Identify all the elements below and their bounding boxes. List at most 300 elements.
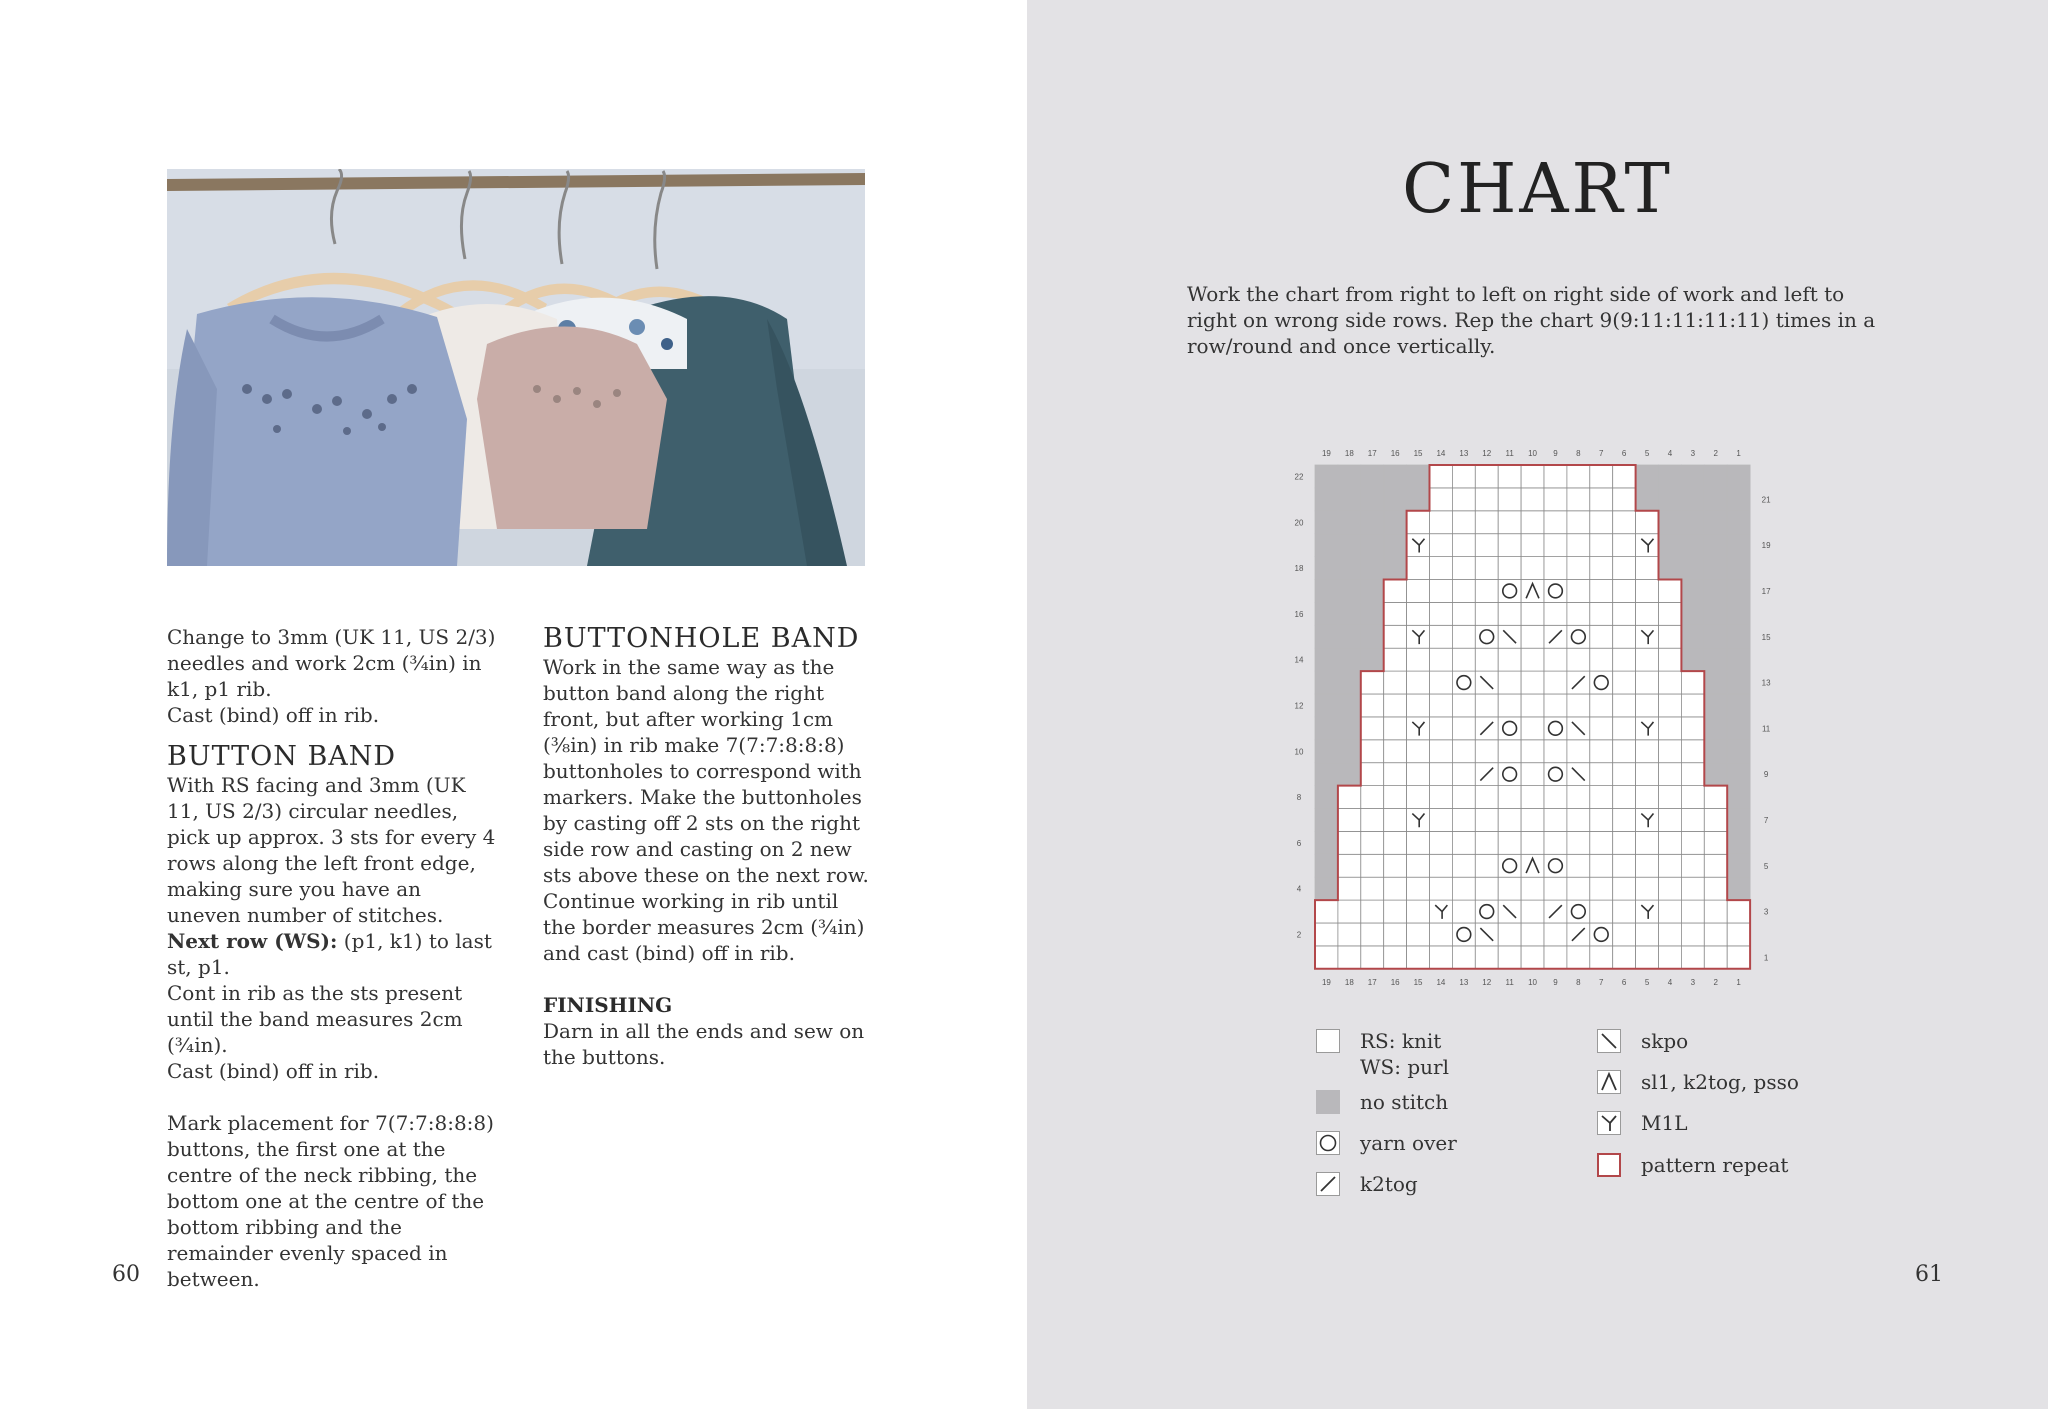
chart-cell xyxy=(1452,511,1475,534)
chart-cell xyxy=(1704,831,1727,854)
no-stitch-cell xyxy=(1407,488,1430,511)
chart-cell xyxy=(1452,465,1475,488)
chart-cell xyxy=(1452,534,1475,557)
chart-cell xyxy=(1475,831,1498,854)
chart-cell xyxy=(1659,625,1682,648)
chart-cell xyxy=(1613,809,1636,832)
chart-cell xyxy=(1338,854,1361,877)
chart-cell xyxy=(1452,900,1475,923)
no-stitch-cell xyxy=(1659,511,1682,534)
no-stitch-cell xyxy=(1659,465,1682,488)
chart-cell xyxy=(1681,694,1704,717)
chart-cell xyxy=(1704,786,1727,809)
row-label-right: 7 xyxy=(1763,815,1769,825)
column-label-top: 18 xyxy=(1344,449,1354,458)
no-stitch-cell xyxy=(1338,534,1361,557)
no-stitch-cell xyxy=(1361,534,1384,557)
chart-cell xyxy=(1521,694,1544,717)
chart-cell xyxy=(1361,717,1384,740)
next-row-instruction xyxy=(167,928,497,980)
column-label-top: 8 xyxy=(1576,449,1581,458)
chart-cell xyxy=(1704,900,1727,923)
column-label-bottom: 10 xyxy=(1528,977,1538,987)
no-stitch-cell xyxy=(1704,717,1727,740)
chart-cell xyxy=(1613,648,1636,671)
column-label-bottom: 2 xyxy=(1713,977,1718,987)
no-stitch-cell xyxy=(1361,648,1384,671)
column-label-top: 15 xyxy=(1413,449,1423,458)
chart-cell xyxy=(1498,580,1521,603)
chart-cell xyxy=(1475,854,1498,877)
chart-intro-text: Work the chart from right to left on right side of work and left to right on wrong side rows. Rep the chart 9(9:11:11:11:11) times in a row/round and once vertically. xyxy=(1187,282,1876,358)
chart-cell xyxy=(1338,809,1361,832)
chart-legend xyxy=(1316,1028,1876,1208)
chart-cell xyxy=(1613,877,1636,900)
chart-cell xyxy=(1521,831,1544,854)
chart-cell xyxy=(1567,900,1590,923)
chart-cell xyxy=(1475,625,1498,648)
chart-cell xyxy=(1407,831,1430,854)
row-label-left: 6 xyxy=(1296,838,1302,848)
chart-cell xyxy=(1452,740,1475,763)
legend-k2tog xyxy=(1316,1171,1418,1197)
chart-cell xyxy=(1384,786,1407,809)
no-stitch-cell xyxy=(1338,763,1361,786)
no-stitch-cell xyxy=(1315,625,1338,648)
chart-cell xyxy=(1475,786,1498,809)
no-stitch-cell xyxy=(1361,602,1384,625)
chart-cell xyxy=(1659,602,1682,625)
column-label-top: 16 xyxy=(1390,449,1400,458)
no-stitch-cell xyxy=(1315,511,1338,534)
chart-cell xyxy=(1407,763,1430,786)
page-number-left: 60 xyxy=(112,1262,140,1287)
chart-cell xyxy=(1498,694,1521,717)
chart-cell xyxy=(1498,465,1521,488)
chart-cell xyxy=(1475,488,1498,511)
chart-cell xyxy=(1407,854,1430,877)
chart-cell xyxy=(1636,923,1659,946)
chart-cell xyxy=(1430,694,1453,717)
chart-cell xyxy=(1498,740,1521,763)
no-stitch-cell xyxy=(1315,763,1338,786)
next-row-label: Next row (WS): xyxy=(167,929,338,953)
chart-cell xyxy=(1452,580,1475,603)
legend-pattern-repeat xyxy=(1597,1152,1788,1178)
chart-cell xyxy=(1613,786,1636,809)
chart-cell xyxy=(1361,786,1384,809)
row-label-left: 14 xyxy=(1294,655,1304,665)
chart-cell xyxy=(1498,717,1521,740)
row-label-left: 4 xyxy=(1296,884,1302,894)
chart-cell xyxy=(1590,854,1613,877)
chart-cell xyxy=(1430,465,1453,488)
chart-cell xyxy=(1498,831,1521,854)
chart-cell xyxy=(1452,694,1475,717)
chart-cell xyxy=(1384,854,1407,877)
no-stitch-cell xyxy=(1315,488,1338,511)
no-stitch-cell xyxy=(1315,602,1338,625)
chart-cell xyxy=(1567,854,1590,877)
chart-cell xyxy=(1521,717,1544,740)
chart-cell xyxy=(1567,831,1590,854)
chart-cell xyxy=(1338,877,1361,900)
no-stitch-cell xyxy=(1704,648,1727,671)
chart-cell xyxy=(1590,488,1613,511)
no-stitch-cell xyxy=(1704,488,1727,511)
chart-cell xyxy=(1590,923,1613,946)
skpo-symbol-icon xyxy=(1597,1029,1621,1053)
chart-cell xyxy=(1430,763,1453,786)
chart-cell xyxy=(1704,946,1727,969)
no-stitch-cell xyxy=(1727,763,1750,786)
next-row-text: (p1, k1) to last st, p1. xyxy=(167,929,492,979)
chart-cell xyxy=(1430,923,1453,946)
no-stitch-cell xyxy=(1681,557,1704,580)
row-label-left: 22 xyxy=(1294,472,1304,482)
chart-cell xyxy=(1384,809,1407,832)
row-label-left: 2 xyxy=(1296,930,1302,940)
rib-instructions: Change to 3mm (UK 11, US 2/3) needles and work 2cm (¾in) in k1, p1 rib. xyxy=(167,625,496,701)
chart-cell xyxy=(1361,900,1384,923)
finishing-heading: FINISHING xyxy=(543,993,673,1017)
chart-cell xyxy=(1636,854,1659,877)
chart-cell xyxy=(1590,946,1613,969)
chart-cell xyxy=(1361,671,1384,694)
button-placement-instructions: Mark placement for 7(7:7:8:8:8) buttons, the first one at the centre of the neck ribbing, the bottom one at the centre of the bottom ribbing and the remainder evenly spaced in between. xyxy=(167,1111,494,1291)
chart-cell xyxy=(1384,717,1407,740)
chart-cell xyxy=(1567,602,1590,625)
column-label-bottom: 17 xyxy=(1367,977,1377,987)
no-stitch-cell xyxy=(1338,717,1361,740)
chart-cell xyxy=(1613,580,1636,603)
no-stitch-cell xyxy=(1727,740,1750,763)
chart-cell xyxy=(1590,534,1613,557)
chart-cell xyxy=(1498,786,1521,809)
chart-cell xyxy=(1407,946,1430,969)
no-stitch-cell xyxy=(1704,625,1727,648)
row-label-left: 8 xyxy=(1296,793,1302,803)
legend-no-stitch-label: no stitch xyxy=(1360,1090,1449,1114)
no-stitch-cell xyxy=(1704,465,1727,488)
sk2p-symbol-icon xyxy=(1597,1070,1621,1094)
chart-cell xyxy=(1636,580,1659,603)
no-stitch-cell xyxy=(1315,534,1338,557)
chart-cell xyxy=(1475,900,1498,923)
chart-cell xyxy=(1544,465,1567,488)
no-stitch-cell xyxy=(1727,534,1750,557)
chart-cell xyxy=(1636,648,1659,671)
chart-cell xyxy=(1452,786,1475,809)
chart-cell xyxy=(1544,809,1567,832)
no-stitch-cell xyxy=(1315,740,1338,763)
column-label-bottom: 4 xyxy=(1667,977,1673,987)
no-stitch-cell xyxy=(1727,465,1750,488)
chart-cell xyxy=(1452,877,1475,900)
chart-cell xyxy=(1452,854,1475,877)
chart-cell xyxy=(1498,854,1521,877)
chart-cell xyxy=(1590,694,1613,717)
chart-cell xyxy=(1681,786,1704,809)
chart-cell xyxy=(1430,580,1453,603)
chart-cell xyxy=(1498,671,1521,694)
chart-cell xyxy=(1567,694,1590,717)
chart-cell xyxy=(1384,923,1407,946)
chart-cell xyxy=(1338,786,1361,809)
chart-cell xyxy=(1567,740,1590,763)
chart-cell xyxy=(1361,809,1384,832)
chart-cell xyxy=(1590,717,1613,740)
no-stitch-cell xyxy=(1407,465,1430,488)
chart-cell xyxy=(1452,923,1475,946)
chart-cell xyxy=(1613,854,1636,877)
chart-cell xyxy=(1567,465,1590,488)
chart-cell xyxy=(1567,580,1590,603)
chart-cell xyxy=(1315,946,1338,969)
chart-cell xyxy=(1407,900,1430,923)
row-label-right: 3 xyxy=(1763,907,1769,917)
no-stitch-cell xyxy=(1338,557,1361,580)
cast-off-instruction-2: Cast (bind) off in rib. xyxy=(167,1059,380,1083)
chart-cell xyxy=(1452,946,1475,969)
chart-cell xyxy=(1521,877,1544,900)
chart-cell xyxy=(1636,831,1659,854)
chart-cell xyxy=(1636,786,1659,809)
chart-cell xyxy=(1613,763,1636,786)
no-stitch-cell xyxy=(1727,877,1750,900)
chart-cell xyxy=(1521,602,1544,625)
chart-cell xyxy=(1498,488,1521,511)
left-text-column xyxy=(167,624,497,1292)
no-stitch-cell xyxy=(1315,580,1338,603)
row-label-right: 1 xyxy=(1763,953,1769,963)
chart-cell xyxy=(1567,786,1590,809)
chart-cell xyxy=(1590,557,1613,580)
no-stitch-cell xyxy=(1315,831,1338,854)
no-stitch-cell xyxy=(1361,465,1384,488)
chart-cell xyxy=(1384,900,1407,923)
chart-cell xyxy=(1361,763,1384,786)
no-stitch-cell xyxy=(1727,854,1750,877)
chart-cell xyxy=(1636,694,1659,717)
no-stitch-cell xyxy=(1361,580,1384,603)
k2tog-symbol-icon xyxy=(1316,1172,1340,1196)
no-stitch-cell xyxy=(1659,534,1682,557)
chart-cell xyxy=(1361,854,1384,877)
chart-cell xyxy=(1407,580,1430,603)
chart-cell xyxy=(1590,786,1613,809)
no-stitch-cell xyxy=(1681,602,1704,625)
no-stitch-cell xyxy=(1727,831,1750,854)
column-label-bottom: 8 xyxy=(1576,977,1581,987)
chart-cell xyxy=(1613,511,1636,534)
chart-cell xyxy=(1521,511,1544,534)
chart-cell xyxy=(1430,831,1453,854)
chart-cell xyxy=(1544,740,1567,763)
chart-cell xyxy=(1407,740,1430,763)
button-band-instructions: With RS facing and 3mm (UK 11, US 2/3) circular needles, pick up approx. 3 sts for every 4 rows along the left front edge, making sure you have an uneven number of stitches. xyxy=(167,773,496,927)
chart-cell xyxy=(1544,648,1567,671)
chart-cell xyxy=(1407,877,1430,900)
chart-cell xyxy=(1475,465,1498,488)
row-label-right: 15 xyxy=(1761,632,1771,642)
column-label-top: 14 xyxy=(1436,449,1446,458)
no-stitch-cell xyxy=(1384,465,1407,488)
column-label-top: 3 xyxy=(1690,449,1696,458)
chart-cell xyxy=(1430,557,1453,580)
legend-m1l-label: M1L xyxy=(1641,1111,1688,1135)
legend-skpo-label: skpo xyxy=(1641,1029,1689,1053)
chart-cell xyxy=(1430,488,1453,511)
chart-cell xyxy=(1659,763,1682,786)
chart-cell xyxy=(1636,740,1659,763)
chart-cell xyxy=(1590,763,1613,786)
column-label-top: 1 xyxy=(1736,449,1741,458)
chart-cell xyxy=(1613,900,1636,923)
column-label-bottom: 18 xyxy=(1344,977,1354,987)
chart-cell xyxy=(1498,648,1521,671)
chart-cell xyxy=(1681,740,1704,763)
column-label-bottom: 13 xyxy=(1459,977,1469,987)
no-stitch-cell xyxy=(1338,625,1361,648)
column-label-top: 4 xyxy=(1667,449,1673,458)
chart-cell xyxy=(1498,923,1521,946)
chart-cell xyxy=(1567,488,1590,511)
chart-cell xyxy=(1544,488,1567,511)
chart-cell xyxy=(1430,786,1453,809)
chart-cell xyxy=(1636,671,1659,694)
chart-cell xyxy=(1430,854,1453,877)
no-stitch-cell xyxy=(1727,580,1750,603)
no-stitch-cell xyxy=(1361,488,1384,511)
chart-cell xyxy=(1475,580,1498,603)
no-stitch-symbol-icon xyxy=(1316,1090,1340,1114)
chart-cell xyxy=(1384,580,1407,603)
chart-cell xyxy=(1430,625,1453,648)
no-stitch-cell xyxy=(1681,511,1704,534)
no-stitch-cell xyxy=(1315,877,1338,900)
no-stitch-cell xyxy=(1361,511,1384,534)
chart-cell xyxy=(1659,854,1682,877)
chart-cell xyxy=(1475,809,1498,832)
no-stitch-cell xyxy=(1636,465,1659,488)
no-stitch-cell xyxy=(1727,648,1750,671)
column-label-top: 6 xyxy=(1621,449,1627,458)
chart-cell xyxy=(1590,877,1613,900)
column-label-bottom: 3 xyxy=(1690,977,1696,987)
chart-cell xyxy=(1590,648,1613,671)
chart-cell xyxy=(1475,557,1498,580)
chart-cell xyxy=(1544,717,1567,740)
no-stitch-cell xyxy=(1338,740,1361,763)
no-stitch-cell xyxy=(1659,557,1682,580)
chart-cell xyxy=(1659,809,1682,832)
column-label-bottom: 9 xyxy=(1553,977,1558,987)
chart-cell xyxy=(1407,648,1430,671)
no-stitch-cell xyxy=(1727,511,1750,534)
chart-cell xyxy=(1544,946,1567,969)
chart-cell xyxy=(1613,831,1636,854)
chart-cell xyxy=(1544,671,1567,694)
row-label-right: 9 xyxy=(1763,770,1769,780)
chart-cell xyxy=(1498,809,1521,832)
chart-cell xyxy=(1452,557,1475,580)
no-stitch-cell xyxy=(1704,602,1727,625)
chart-cell xyxy=(1430,809,1453,832)
no-stitch-cell xyxy=(1727,786,1750,809)
chart-cell xyxy=(1338,900,1361,923)
column-label-top: 19 xyxy=(1321,449,1331,458)
column-label-bottom: 11 xyxy=(1505,977,1514,987)
chart-cell xyxy=(1613,625,1636,648)
yarn-over-symbol-icon xyxy=(1316,1131,1340,1155)
no-stitch-cell xyxy=(1704,580,1727,603)
column-label-bottom: 5 xyxy=(1644,977,1650,987)
chart-cell xyxy=(1544,763,1567,786)
chart-cell xyxy=(1338,831,1361,854)
no-stitch-cell xyxy=(1315,854,1338,877)
chart-cell xyxy=(1590,465,1613,488)
chart-cell xyxy=(1544,877,1567,900)
no-stitch-cell xyxy=(1361,625,1384,648)
column-label-top: 5 xyxy=(1644,449,1650,458)
chart-cell xyxy=(1590,511,1613,534)
chart-cell xyxy=(1544,786,1567,809)
legend-knit xyxy=(1316,1028,1449,1080)
legend-pattern-repeat-label: pattern repeat xyxy=(1641,1153,1789,1177)
chart-cell xyxy=(1430,877,1453,900)
chart-cell xyxy=(1407,923,1430,946)
no-stitch-cell xyxy=(1681,488,1704,511)
chart-cell xyxy=(1430,602,1453,625)
cont-rib-instruction: Cont in rib as the sts present until the band measures 2cm (¾in). xyxy=(167,981,463,1057)
chart-cell xyxy=(1567,877,1590,900)
chart-cell xyxy=(1475,534,1498,557)
no-stitch-cell xyxy=(1315,648,1338,671)
chart-cell xyxy=(1430,671,1453,694)
chart-cell xyxy=(1361,740,1384,763)
chart-cell xyxy=(1407,671,1430,694)
chart-cell xyxy=(1659,717,1682,740)
column-label-bottom: 16 xyxy=(1390,977,1400,987)
chart-cell xyxy=(1521,946,1544,969)
chart-cell xyxy=(1521,625,1544,648)
row-label-left: 18 xyxy=(1294,564,1304,574)
column-label-top: 13 xyxy=(1459,449,1469,458)
chart-cell xyxy=(1544,557,1567,580)
no-stitch-cell xyxy=(1704,694,1727,717)
column-label-bottom: 19 xyxy=(1321,977,1331,987)
legend-yarn-over-label: yarn over xyxy=(1360,1131,1457,1155)
chart-cell xyxy=(1498,763,1521,786)
chart-cell xyxy=(1704,854,1727,877)
m1l-symbol-icon xyxy=(1597,1111,1621,1135)
legend-no-stitch xyxy=(1316,1089,1448,1115)
chart-cell xyxy=(1681,763,1704,786)
chart-cell xyxy=(1613,740,1636,763)
chart-cell xyxy=(1567,534,1590,557)
chart-cell xyxy=(1452,602,1475,625)
chart-cell xyxy=(1521,786,1544,809)
legend-sk2p-label: sl1, k2tog, psso xyxy=(1641,1070,1799,1094)
chart-cell xyxy=(1659,877,1682,900)
no-stitch-cell xyxy=(1727,694,1750,717)
chart-cell xyxy=(1498,557,1521,580)
chart-cell xyxy=(1590,900,1613,923)
chart-cell xyxy=(1544,602,1567,625)
chart-cell xyxy=(1475,694,1498,717)
chart-cell xyxy=(1384,877,1407,900)
